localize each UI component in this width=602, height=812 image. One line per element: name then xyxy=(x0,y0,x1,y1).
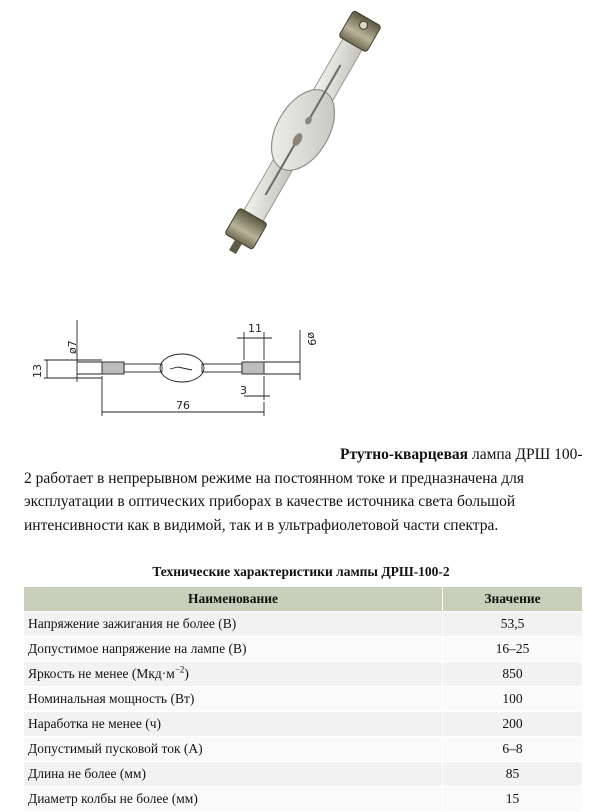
table-row: Диаметр колбы не более (мм) 15 xyxy=(24,787,583,812)
dim-h13: 13 xyxy=(31,364,44,378)
lamp-dimension-drawing xyxy=(22,310,322,428)
spec-table xyxy=(23,586,583,812)
table-row: Допустимый пусковой ток (А) 6–8 xyxy=(24,737,583,762)
table-title: Технические характеристики лампы ДРШ-100-2 xyxy=(152,564,450,579)
dim-w11: 11 xyxy=(248,322,262,335)
table-row: Номинальная мощность (Вт) 100 xyxy=(24,687,583,712)
table-row: Наработка не менее (ч) 200 xyxy=(24,712,583,737)
dim-w3: 3 xyxy=(240,384,247,397)
header-value: Значение xyxy=(443,587,583,612)
dim-d7: ø7 xyxy=(66,340,79,354)
header-name: Наименование xyxy=(24,587,443,612)
table-row: Напряжение зажигания не более (В) 53,5 xyxy=(24,612,583,637)
dim-len76: 76 xyxy=(176,399,190,412)
table-row: Яркость не менее $(Мкд\cdot м^{-2})$ 850 xyxy=(24,662,583,687)
table-row: Допустимое напряжение на лампе (В) 16–25 xyxy=(24,637,583,662)
lamp-photo xyxy=(168,6,438,254)
description-paragraph: Ртутно-кварцевая лампа ДРШ 100- 2 работает в непрерывном режиме на постоянном токе и предназначена для эксплуатации в оптических приборах в качестве источника света большой интенсивности как в видимой, так и в ультрафиолетовой части спектра. xyxy=(24,446,583,534)
dim-d9: ø9 xyxy=(305,332,318,346)
table-header-row xyxy=(24,587,583,612)
table-row: Длина не более (мм) 85 xyxy=(24,762,583,787)
bold-lead: Ртутно-кварцевая xyxy=(340,446,469,463)
